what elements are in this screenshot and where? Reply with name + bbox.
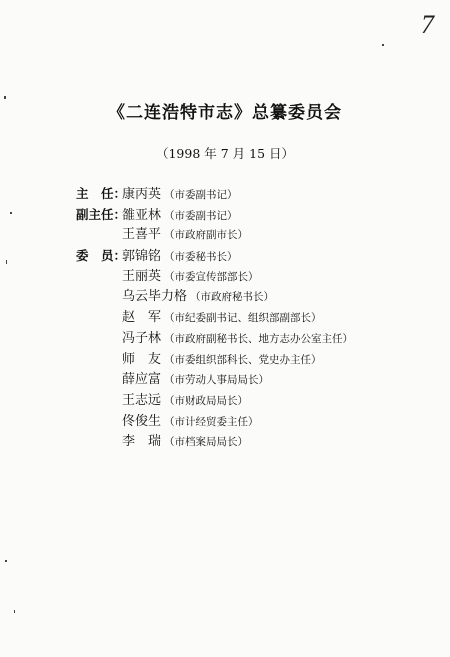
member-position: （市纪委副书记、组织部副部长）: [164, 312, 322, 325]
member-name: 赵 军: [122, 310, 162, 326]
scan-speck: [4, 96, 6, 99]
member-position: （市政府副秘书长、地方志办公室主任）: [164, 332, 354, 345]
member-name: 师 友: [122, 351, 162, 367]
member-name: 李 瑞: [122, 434, 162, 450]
scan-speck: [14, 610, 15, 613]
member-row: [76, 246, 436, 267]
date-line: （1998 年 7 月 15 日）: [155, 146, 295, 161]
member-position: （市劳动人事局局长）: [164, 374, 270, 387]
member-position: （市档案局局长）: [164, 436, 249, 449]
scan-speck: [5, 560, 7, 562]
member-name: 薛应富: [122, 372, 162, 388]
member-position: （市财政局局长）: [164, 394, 249, 407]
scan-speck: [10, 212, 12, 214]
member-name: 郭锦铭: [122, 249, 162, 265]
member-name: 王志远: [122, 392, 162, 408]
scan-speck: [6, 260, 7, 264]
member-position: （市委副书记）: [164, 189, 238, 201]
member-row: [76, 184, 436, 205]
member-position: （市委宣传部部长）: [164, 270, 259, 283]
member-name: 乌云毕力格: [122, 289, 188, 305]
member-name: 王喜平: [122, 227, 162, 243]
member-role: 副主任：: [76, 206, 127, 222]
member-row: [76, 391, 436, 412]
page-number: 7: [421, 10, 434, 39]
member-name: 冯子林: [122, 330, 162, 346]
member-row: [76, 432, 436, 453]
page-title: 《二连浩特市志》总纂委员会: [108, 103, 342, 123]
member-position: （市政府秘书长）: [190, 291, 275, 304]
member-name: 雒亚林: [122, 207, 162, 223]
member-position: （市委副书记）: [164, 209, 238, 222]
member-name: 佟俊生: [122, 413, 162, 429]
member-role: 主 任：: [76, 186, 127, 201]
member-row: [76, 350, 436, 371]
member-role: 委 员：: [76, 248, 127, 264]
member-row: [76, 308, 436, 329]
member-name: 王丽英: [122, 268, 162, 284]
member-row: [76, 412, 436, 433]
member-row: [76, 205, 436, 226]
member-list: [76, 184, 436, 453]
member-position: （市委组织部科长、党史办主任）: [164, 353, 322, 366]
member-row: [76, 370, 436, 391]
member-position: （市委秘书长）: [164, 251, 238, 264]
member-row: [76, 329, 436, 350]
member-name: 康丙英: [122, 187, 162, 202]
scan-speck: [382, 44, 384, 46]
member-position: （市计经贸委主任）: [164, 415, 259, 428]
member-row: [76, 225, 436, 246]
member-row: [76, 267, 436, 288]
member-position: （市政府副市长）: [164, 229, 249, 242]
member-row: [76, 287, 436, 308]
